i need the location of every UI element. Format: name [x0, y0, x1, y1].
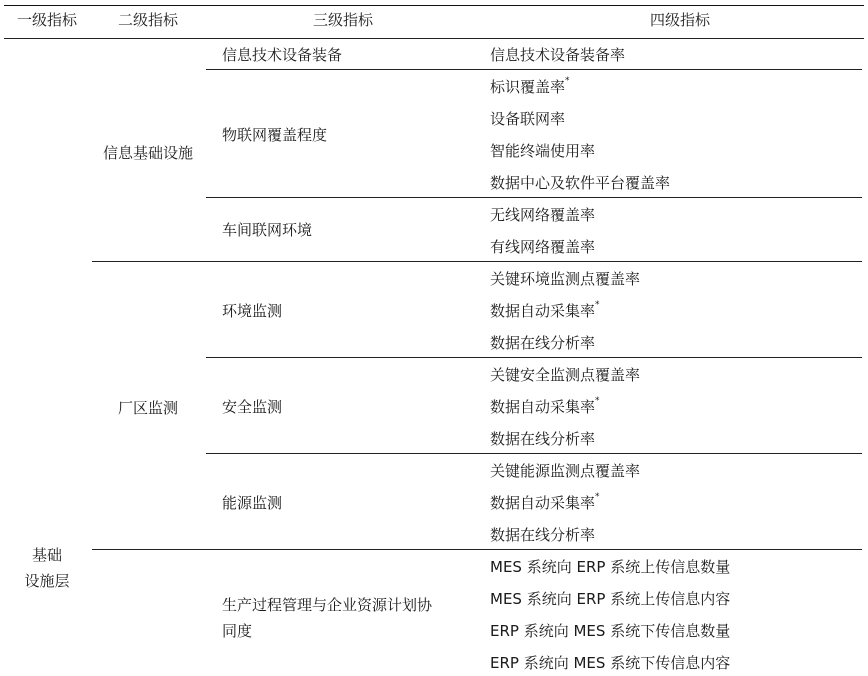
level4-item: 数据在线分析率	[490, 526, 596, 544]
row-divider	[206, 197, 862, 198]
footnote-mark: *	[595, 396, 600, 406]
level4-item: 数据在线分析率	[490, 334, 596, 352]
level4-item	[490, 77, 570, 97]
level1-label-line1: 基础	[31, 546, 63, 564]
row-divider	[206, 69, 862, 70]
level4-item: MES 系统向 ERP 系统上传信息内容	[490, 590, 731, 608]
level3-label: 物联网覆盖程度	[222, 126, 328, 144]
footnote-mark: *	[595, 492, 600, 502]
level4-item: 关键安全监测点覆盖率	[490, 366, 641, 384]
level4-item-text: 数据自动采集率	[490, 302, 596, 320]
table-top-rule	[4, 5, 864, 6]
header-level1: 一级指标	[16, 11, 78, 29]
row-divider	[206, 453, 862, 454]
row-divider	[206, 357, 862, 358]
level4-item: 数据在线分析率	[490, 430, 596, 448]
level4-item: ERP 系统向 MES 系统下传信息内容	[490, 654, 731, 672]
header-level3: 三级指标	[312, 11, 374, 29]
level3-label: 生产过程管理与企业资源计划协	[222, 596, 433, 614]
level3-label: 车间联网环境	[222, 221, 313, 239]
level4-item: 无线网络覆盖率	[490, 206, 596, 224]
level4-item: 设备联网率	[490, 110, 566, 128]
level4-item: 智能终端使用率	[490, 142, 596, 160]
level3-label: 环境监测	[222, 302, 283, 320]
level4-item	[490, 493, 600, 513]
level4-item-text: 标识覆盖率	[490, 78, 566, 96]
level4-item	[490, 301, 600, 321]
level3-label: 安全监测	[222, 398, 283, 416]
level3-label: 能源监测	[222, 494, 283, 512]
level2-label: 信息基础设施	[102, 144, 194, 162]
level4-item: 信息技术设备装备率	[490, 46, 626, 64]
level2-label: 厂区监测	[117, 399, 179, 417]
group-divider	[92, 549, 862, 550]
level4-item-text: 数据自动采集率	[490, 494, 596, 512]
level4-item: MES 系统向 ERP 系统上传信息数量	[490, 558, 731, 576]
level4-item: ERP 系统向 MES 系统下传信息数量	[490, 622, 731, 640]
header-bottom-rule	[4, 38, 864, 39]
level4-item: 数据中心及软件平台覆盖率	[490, 174, 671, 192]
level3-label: 同度	[222, 622, 253, 640]
level1-label-line2: 设施层	[24, 572, 70, 590]
level4-item-text: 数据自动采集率	[490, 398, 596, 416]
level3-label: 信息技术设备装备	[222, 46, 343, 64]
level4-item: 有线网络覆盖率	[490, 238, 596, 256]
level4-item: 关键环境监测点覆盖率	[490, 270, 641, 288]
level4-item: 关键能源监测点覆盖率	[490, 462, 641, 480]
footnote-mark: *	[595, 300, 600, 310]
header-level4: 四级指标	[649, 11, 711, 29]
group-divider	[92, 261, 862, 262]
header-level2: 二级指标	[117, 11, 179, 29]
level4-item	[490, 397, 600, 417]
footnote-mark: *	[565, 76, 570, 86]
